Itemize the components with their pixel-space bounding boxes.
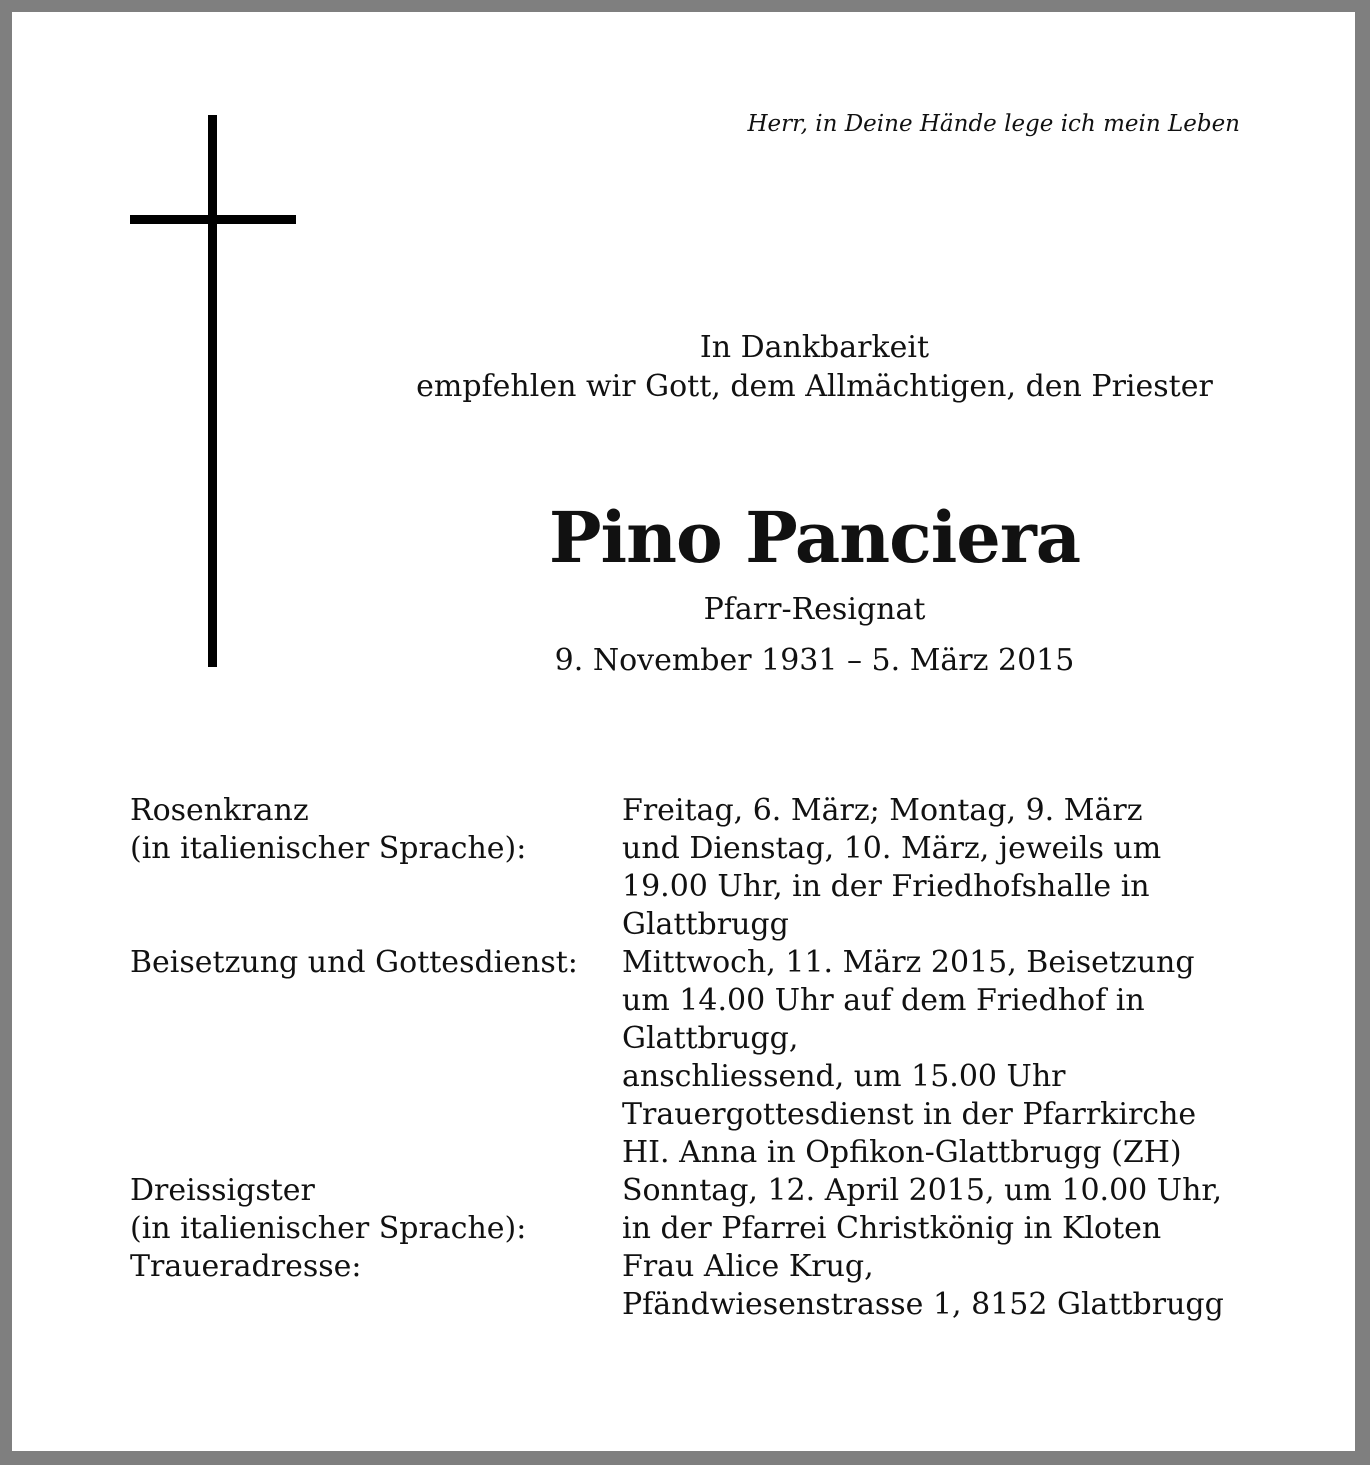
- motto: Herr, in Deine Hände lege ich mein Leben: [747, 111, 1240, 137]
- event-label-line: (in italienischer Sprache):: [130, 1211, 527, 1246]
- event-rosary: [130, 792, 1240, 944]
- life-dates: 9. November 1931 – 5. März 2015: [554, 643, 1075, 678]
- event-detail-line: Glattbrugg: [622, 907, 789, 942]
- cross-icon-bar: [130, 215, 296, 224]
- event-details: [622, 944, 1240, 1172]
- event-detail-line: 19.00 Uhr, in der Friedhofshalle in: [622, 869, 1150, 904]
- intro-line-1: In Dankbarkeit: [699, 330, 930, 365]
- deceased-role: Pfarr-Resignat: [703, 592, 926, 627]
- event-details: [622, 792, 1240, 944]
- event-label: [130, 1172, 622, 1248]
- event-detail-line: in der Pfarrei Christkönig in Kloten: [622, 1211, 1162, 1246]
- event-label-line: Traueradresse:: [130, 1249, 362, 1284]
- event-label-line: Dreissigster: [130, 1173, 315, 1208]
- event-label-line: (in italienischer Sprache):: [130, 831, 527, 866]
- event-funeral: [130, 944, 1240, 1172]
- event-detail-line: Freitag, 6. März; Montag, 9. März: [622, 793, 1143, 828]
- event-label: [130, 1248, 622, 1324]
- event-details: [622, 1248, 1240, 1324]
- event-label: [130, 944, 622, 1172]
- deceased-name: Pino Panciera: [548, 496, 1081, 579]
- event-detail-line: Sonntag, 12. April 2015, um 10.00 Uhr,: [622, 1173, 1222, 1208]
- event-detail-line: und Dienstag, 10. März, jeweils um: [622, 831, 1162, 866]
- event-detail-line: Trauergottesdienst in der Pfarrkirche: [622, 1097, 1197, 1132]
- event-detail-line: Mittwoch, 11. März 2015, Beisetzung: [622, 945, 1195, 980]
- event-thirtieth-day-mass: [130, 1172, 1240, 1248]
- event-label: [130, 792, 622, 944]
- event-label-line: Rosenkranz: [130, 793, 309, 828]
- obituary-page: [12, 12, 1355, 1451]
- event-details: [622, 1172, 1240, 1248]
- cross-icon: [208, 115, 217, 667]
- event-detail-line: anschliessend, um 15.00 Uhr: [622, 1059, 1066, 1094]
- event-mourning-address: [130, 1248, 1240, 1324]
- event-label-line: Beisetzung und Gottesdienst:: [130, 945, 578, 980]
- event-detail-line: HI. Anna in Opfikon-Glattbrugg (ZH): [622, 1135, 1182, 1170]
- event-detail-line: Glattbrugg,: [622, 1021, 799, 1056]
- event-detail-line: Pfändwiesenstrasse 1, 8152 Glattbrugg: [622, 1287, 1224, 1322]
- event-detail-line: Frau Alice Krug,: [622, 1249, 874, 1284]
- intro-line-2: empfehlen wir Gott, dem Allmächtigen, den Priester: [416, 369, 1213, 404]
- event-detail-line: um 14.00 Uhr auf dem Friedhof in: [622, 983, 1145, 1018]
- service-schedule: [130, 792, 1240, 1324]
